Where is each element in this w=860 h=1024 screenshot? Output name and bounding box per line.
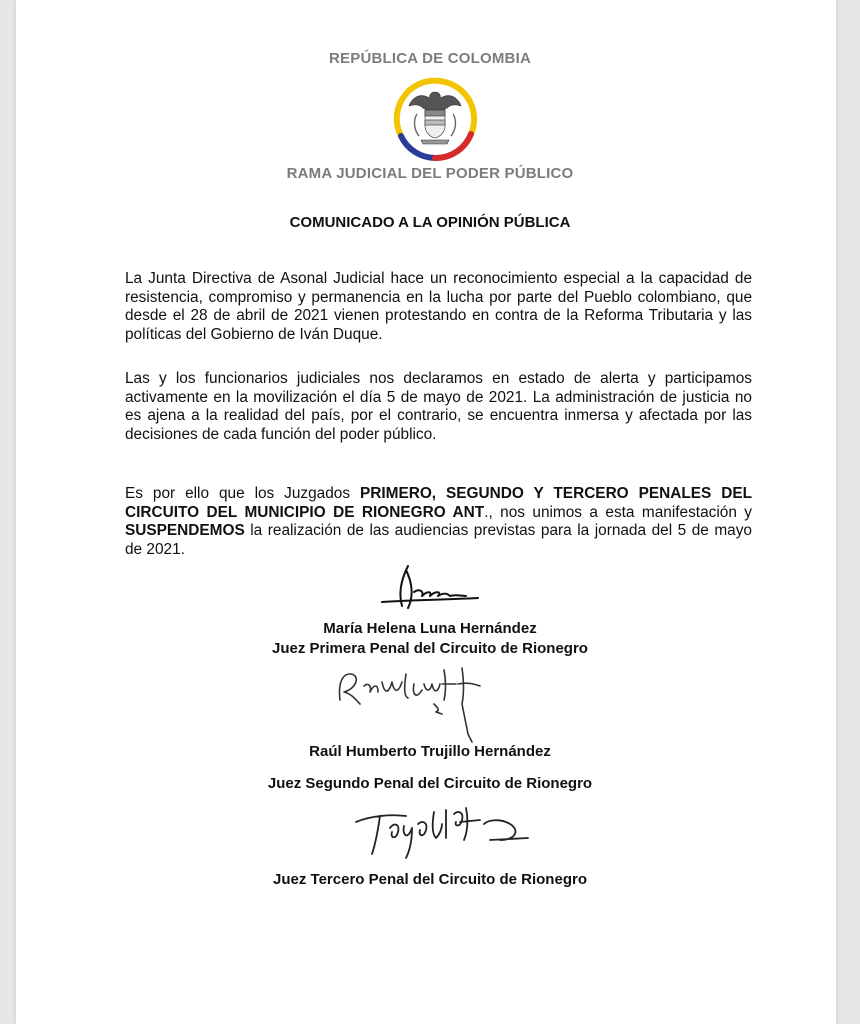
document-title: COMUNICADO A LA OPINIÓN PÚBLICA [289, 214, 571, 231]
header-branch: RAMA JUDICIAL DEL PODER PÚBLICO [286, 165, 574, 182]
paragraph-2: Las y los funcionarios judiciales nos declaramos en estado de alerta y participamos activamente en la movilización el día 5 de mayo de 2021. La administración de justicia no es ajena a la realidad del país, por el contrario, se encuentra inmersa y afectada por las decisiones de cada función del poder público. [125, 370, 752, 443]
signatory-3-role: Juez Tercero Penal del Circuito de Rionegro [273, 871, 587, 888]
document-page [16, 0, 836, 1024]
paragraph-3-text-2: ., nos unimos a esta manifestación y [484, 503, 752, 521]
paragraph-1: La Junta Directiva de Asonal Judicial hace un reconocimiento especial a la capacidad de resistencia, compromiso y permanencia en la lucha por parte del Pueblo colombiano, que desde el 28 de abril de 2021 vienen protestando en contra de la Reforma Tributaria y las políticas del Gobierno de Iván Duque. [125, 270, 752, 343]
signature-1 [378, 562, 482, 614]
paragraph-3-text-3: la realización de las audiencias previstas para la jornada del 5 de mayo de 2021. [125, 522, 752, 558]
coat-of-arms-seal [387, 74, 483, 164]
header-country: REPÚBLICA DE COLOMBIA [329, 50, 531, 67]
signatory-1-name: María Helena Luna Hernández [323, 620, 537, 637]
paragraph-3-courts: PRIMERO, SEGUNDO Y TERCERO PENALES DEL CIRCUITO DEL MUNICIPIO DE RIONEGRO ANT [125, 485, 752, 521]
paragraph-3-text-1: Es por ello que los Juzgados [125, 485, 360, 502]
paragraph-3 [125, 485, 752, 559]
signature-3 [350, 800, 540, 864]
signatory-2-name: Raúl Humberto Trujillo Hernández [309, 743, 551, 760]
paragraph-3-suspend: SUSPENDEMOS [125, 522, 245, 540]
signatory-2-role: Juez Segundo Penal del Circuito de Rionegro [267, 775, 593, 792]
signatory-1-role: Juez Primera Penal del Circuito de Rionegro [272, 640, 588, 657]
signature-2 [334, 664, 512, 746]
